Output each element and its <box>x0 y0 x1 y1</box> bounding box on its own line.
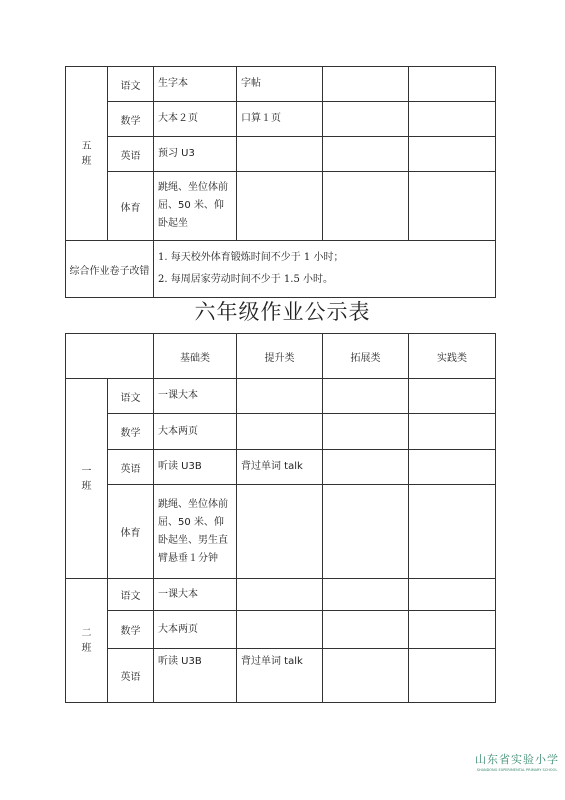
subject-cell: 语文 <box>108 579 154 611</box>
basic-cell: 预习 U3 <box>154 137 237 172</box>
practice-cell <box>409 172 496 241</box>
school-name: 山东省实验小学 <box>475 753 559 766</box>
table-row <box>66 611 496 649</box>
practice-cell <box>409 414 496 450</box>
table-row <box>66 649 496 703</box>
expand-cell <box>323 172 409 241</box>
table-row <box>66 172 496 241</box>
basic-cell: 一课大本 <box>154 579 237 611</box>
page-title: 六年级作业公示表 <box>194 300 371 324</box>
subject-cell: 英语 <box>108 450 154 485</box>
table-row <box>66 414 496 450</box>
practice-cell <box>409 450 496 485</box>
subject-cell: 数学 <box>108 611 154 649</box>
practice-cell <box>409 102 496 137</box>
school-name-en: SHANDONG EXPERIMENTAL PRIMARY SCHOOL <box>476 768 558 772</box>
table-row <box>66 579 496 611</box>
expand-cell <box>323 102 409 137</box>
practice-cell <box>409 611 496 649</box>
improve-cell: 字帖 <box>237 67 323 102</box>
subject-cell: 语文 <box>108 67 154 102</box>
improve-cell <box>237 414 323 450</box>
subject-cell: 体育 <box>108 485 154 579</box>
basic-cell: 跳绳、坐位体前 屈、50 米、仰 卧起坐、男生直 臂悬垂１分钟 <box>154 485 237 579</box>
practice-cell <box>409 67 496 102</box>
subject-cell: 体育 <box>108 172 154 241</box>
header-row <box>66 334 496 379</box>
header-expand: 拓展类 <box>323 334 409 379</box>
note-label: 综合作业卷子改错 <box>66 241 154 298</box>
header-empty <box>66 334 154 379</box>
table-row <box>66 379 496 414</box>
header-practice: 实践类 <box>409 334 496 379</box>
basic-cell: 大本两页 <box>154 611 237 649</box>
expand-cell <box>323 579 409 611</box>
expand-cell <box>323 485 409 579</box>
note-cell <box>154 241 496 298</box>
basic-cell: 大本两页 <box>154 414 237 450</box>
school-logo <box>468 751 565 772</box>
subject-cell: 语文 <box>108 379 154 414</box>
practice-cell <box>409 379 496 414</box>
improve-cell <box>237 579 323 611</box>
practice-cell <box>409 579 496 611</box>
basic-cell: 听读 U3B <box>154 450 237 485</box>
basic-cell: 一课大本 <box>154 379 237 414</box>
class5-table <box>65 66 496 298</box>
subject-cell: 数学 <box>108 102 154 137</box>
subject-cell: 英语 <box>108 137 154 172</box>
basic-cell: 跳绳、坐位体前 屈、50 米、仰 卧起坐 <box>154 172 237 241</box>
improve-cell <box>237 172 323 241</box>
note-line: 2. 每周居家劳动时间不少于 1.5 小时。 <box>158 274 333 285</box>
improve-cell <box>237 137 323 172</box>
table-row <box>66 137 496 172</box>
practice-cell <box>409 649 496 703</box>
improve-cell <box>237 611 323 649</box>
improve-cell: 背过单词 talk <box>237 450 323 485</box>
table-row <box>66 485 496 579</box>
table-row <box>66 241 496 298</box>
note-line: 1. 每天校外体育锻炼时间不少于 1 小时； <box>158 252 344 263</box>
class-label: 一 班 <box>66 379 108 579</box>
header-improve: 提升类 <box>237 334 323 379</box>
class-label: 二 班 <box>66 579 108 703</box>
improve-cell <box>237 379 323 414</box>
expand-cell <box>323 649 409 703</box>
expand-cell <box>323 67 409 102</box>
table-row <box>66 450 496 485</box>
subject-cell: 数学 <box>108 414 154 450</box>
expand-cell <box>323 450 409 485</box>
improve-cell: 口算１页 <box>237 102 323 137</box>
improve-cell: 背过单词 talk <box>237 649 323 703</box>
grade6-table <box>65 333 496 703</box>
table-row <box>66 102 496 137</box>
basic-cell: 生字本 <box>154 67 237 102</box>
subject-cell: 英语 <box>108 649 154 703</box>
class-label: 五 班 <box>66 67 108 241</box>
expand-cell <box>323 611 409 649</box>
expand-cell <box>323 379 409 414</box>
improve-cell <box>237 485 323 579</box>
practice-cell <box>409 485 496 579</box>
header-basic: 基础类 <box>154 334 237 379</box>
expand-cell <box>323 414 409 450</box>
expand-cell <box>323 137 409 172</box>
table-row <box>66 67 496 102</box>
practice-cell <box>409 137 496 172</box>
basic-cell: 听读 U3B <box>154 649 237 703</box>
basic-cell: 大本２页 <box>154 102 237 137</box>
